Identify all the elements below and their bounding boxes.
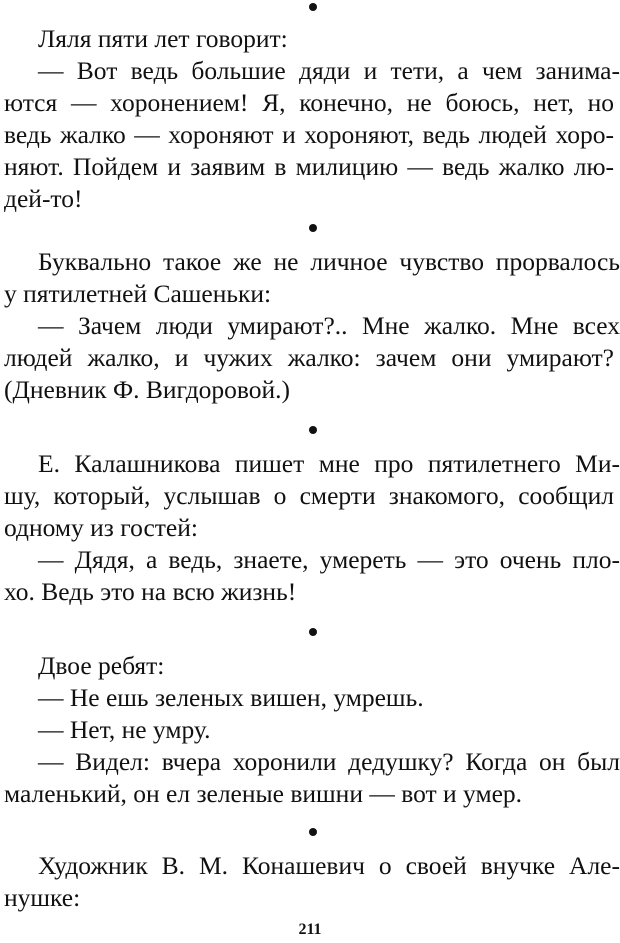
text-line: Е. Калашникова пишет мне про пятилетнего Ми- [38, 449, 620, 478]
text-line: ются — хоронением! Я, конечно, не боюсь, нет, но [4, 88, 614, 117]
text-line: у пятилетней Сашеньки: [4, 279, 272, 308]
text-line: няют. Пойдем и заявим в милицию — ведь жалко лю- [4, 152, 614, 181]
text-line: — Дядя, а ведь, знаете, умереть — это очень пло- [38, 545, 620, 574]
text-line: — Зачем люди умирают?.. Мне жалко. Мне всех [38, 311, 620, 340]
section-divider-bullet [309, 828, 317, 836]
text-line: одному из гостей: [4, 513, 198, 542]
section-divider-bullet [309, 224, 317, 232]
page-number: 211 [298, 921, 322, 938]
text-line: — Не ешь зеленых вишен, умрешь. [38, 683, 424, 712]
text-line: маленький, он ел зеленые вишни — вот и умер. [4, 779, 523, 808]
text-line: нушке: [4, 883, 81, 912]
text-line: — Вот ведь большие дяди и тети, а чем занима- [38, 56, 620, 85]
text-line: — Видел: вчера хоронили дедушку? Когда он был [38, 747, 620, 776]
text-line: Ляля пяти лет говорит: [38, 24, 288, 53]
text-line: ведь жалко — хороняют и хороняют, ведь людей хоро- [4, 120, 614, 149]
section-divider-bullet [309, 628, 317, 636]
section-divider-bullet [309, 3, 317, 11]
text-line: Художник В. М. Конашевич о своей внучке Але- [38, 851, 620, 880]
text-line: хо. Ведь это на всю жизнь! [4, 577, 297, 606]
text-line: (Дневник Ф. Вигдоровой.) [4, 375, 291, 404]
section-divider-bullet [309, 426, 317, 434]
text-line: дей-то! [4, 184, 83, 213]
text-line: — Нет, не умру. [38, 715, 211, 744]
text-line: Двое ребят: [38, 651, 165, 680]
text-line: шу, который, услышав о смерти знакомого, сообщил [4, 481, 614, 510]
text-line: Буквально такое же не личное чувство прорвалось [38, 247, 620, 276]
text-line: людей жалко, и чужих жалко: зачем они умирают? [4, 343, 614, 372]
